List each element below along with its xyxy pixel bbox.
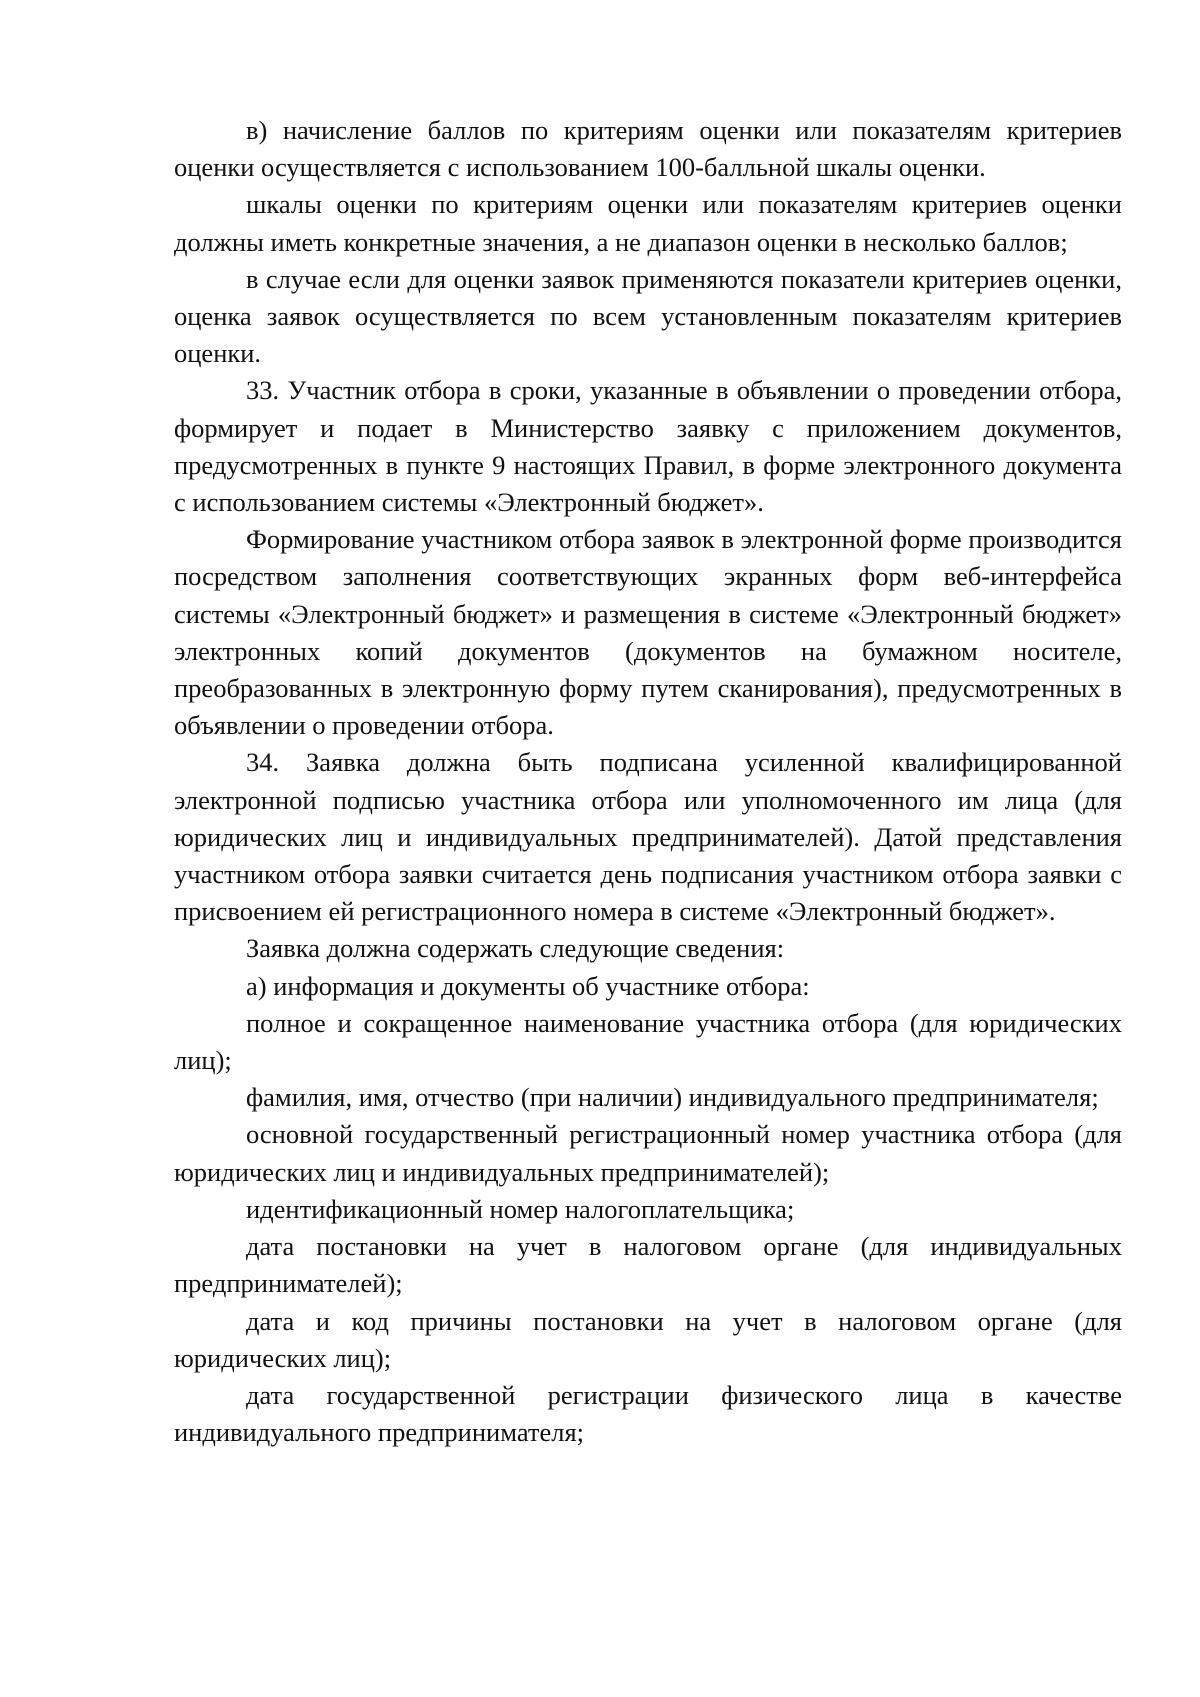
paragraph-tax-registration-ie: дата постановки на учет в налоговом органе (для индивидуальных предпринимателей); xyxy=(174,1231,1122,1299)
paragraph-ogrn: основной государственный регистрационный номер участника отбора (для юридических лиц и индивидуальных предпринимателей); xyxy=(174,1119,1122,1187)
paragraph-scale-values: шкалы оценки по критериям оценки или показателям критериев оценки должны иметь конкретные значения, а не диапазон оценки в несколько баллов; xyxy=(174,189,1122,257)
paragraph-item-34: 34. Заявка должна быть подписана усиленной квалифицированной электронной подписью участника отбора или уполномоченного им лица (для юридических лиц и индивидуальных предпринимателей). Датой представления участником отбора заявки считается день подписания участником отбора заявки с присвоением ей регистрационного номера в системе «Электронный бюджет». xyxy=(174,747,1122,927)
paragraph-criteria-indicators: в случае если для оценки заявок применяются показатели критериев оценки, оценка заявок осуществляется по всем установленным показателям критериев оценки. xyxy=(174,263,1122,369)
paragraph-application-contents: Заявка должна содержать следующие сведения: xyxy=(246,933,785,964)
paragraph-item-33: 33. Участник отбора в сроки, указанные в объявлении о проведении отбора, формирует и подает в Министерство заявку с приложением документов, предусмотренных в пункте 9 настоящих Правил, в форме электронного документа с использованием системы «Электронный бюджет». xyxy=(174,375,1122,518)
paragraph-full-name: полное и сокращенное наименование участника отбора (для юридических лиц); xyxy=(174,1007,1122,1076)
document-body xyxy=(174,112,1122,1451)
paragraph-inn: идентификационный номер налогоплательщика; xyxy=(246,1193,795,1224)
paragraph-tax-registration-legal: дата и код причины постановки на учет в налоговом органе (для юридических лиц); xyxy=(174,1305,1122,1373)
paragraph-scoring-scale: в) начисление баллов по критериям оценки или показателям критериев оценки осуществляется с использованием 100-балльной шкалы оценки. xyxy=(174,115,1122,183)
paragraph-electronic-form: Формирование участником отбора заявок в электронной форме производится посредством заполнения соответствующих экранных форм веб-интерфейса системы «Электронный бюджет» и размещения в системе «Электронный бюджет» электронных копий документов (документов на бумажном носителе, преобразованных в электронную форму путем сканирования), предусмотренных в объявлении о проведении отбора. xyxy=(174,524,1122,741)
paragraph-entrepreneur-name: фамилия, имя, отчество (при наличии) индивидуального предпринимателя; xyxy=(246,1082,1099,1113)
paragraph-participant-info: а) информация и документы об участнике отбора: xyxy=(246,970,810,1001)
paragraph-state-registration: дата государственной регистрации физического лица в качестве индивидуального предпринимателя; xyxy=(174,1379,1122,1448)
